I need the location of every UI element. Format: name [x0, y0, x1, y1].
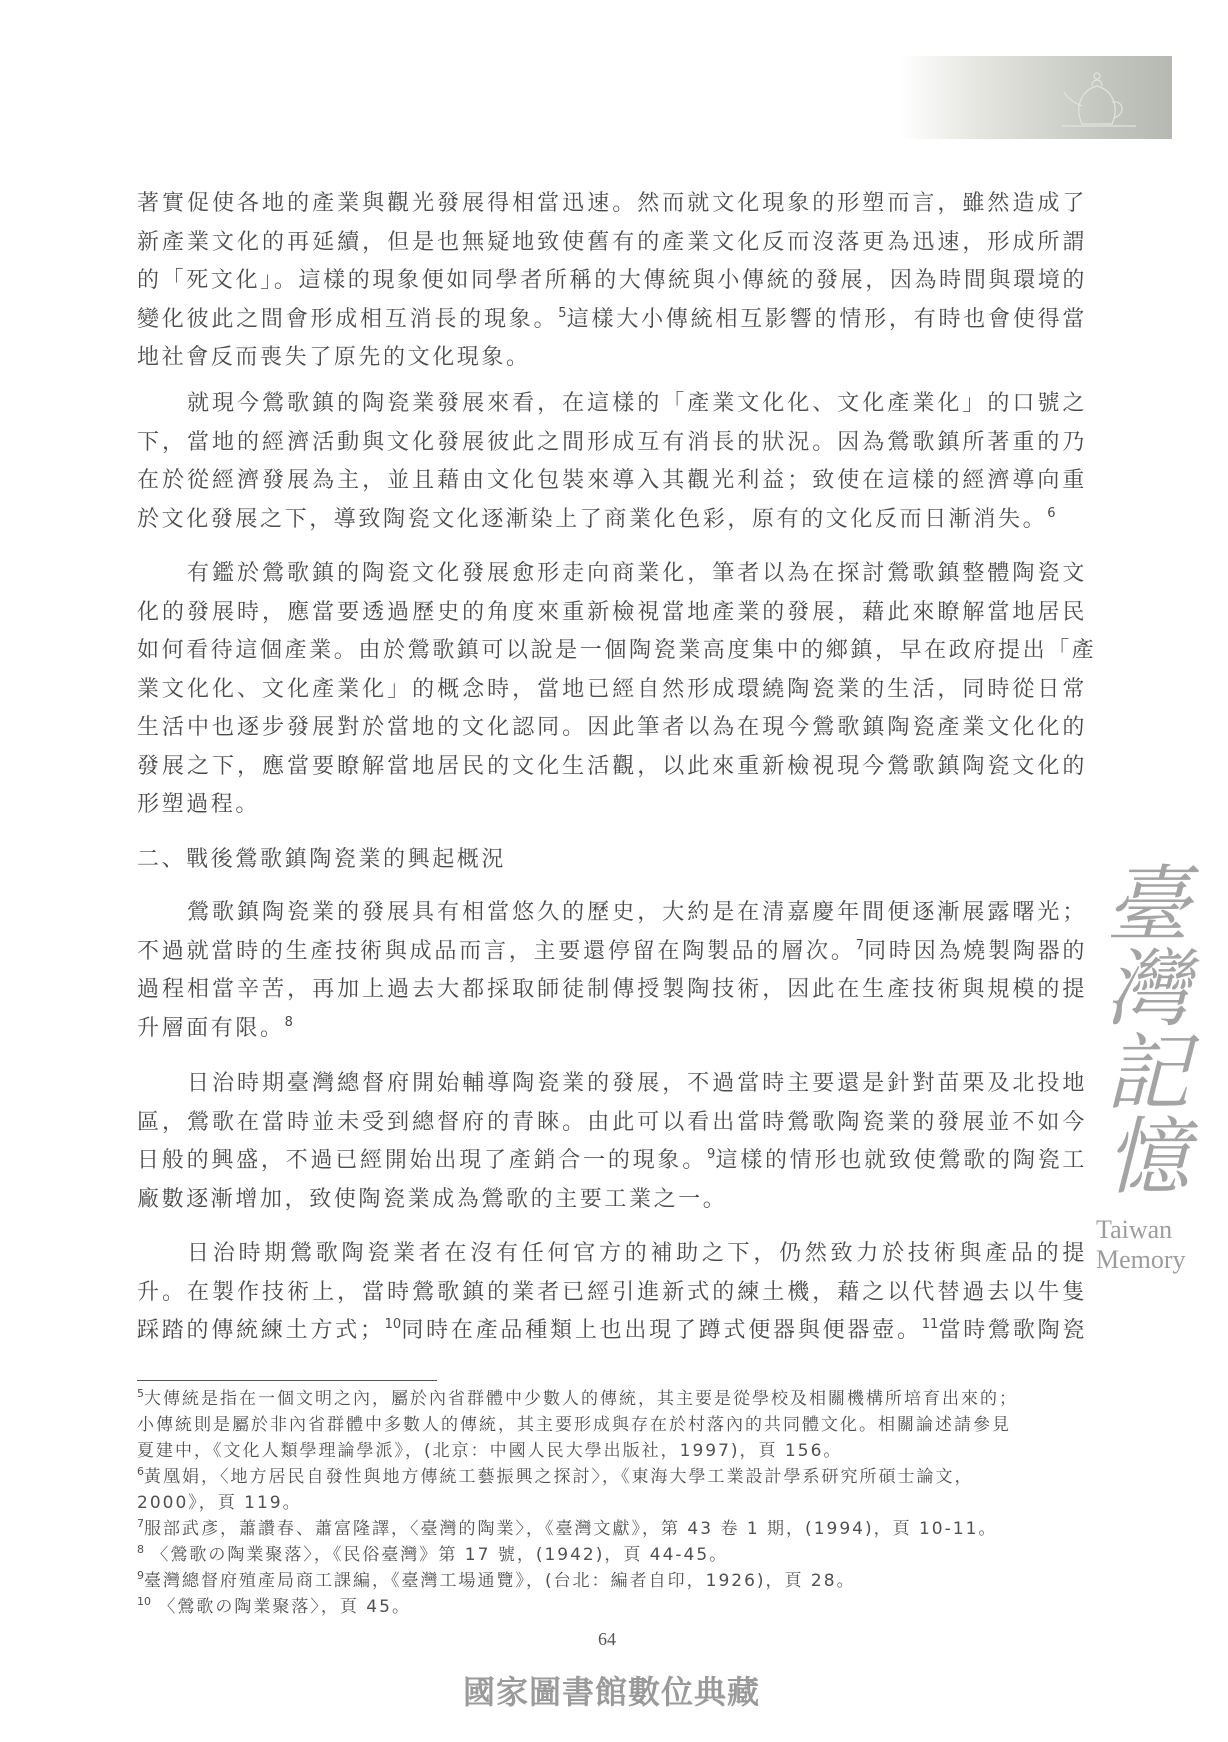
text-line	[137, 1235, 1087, 1274]
text-segment: 在於從經濟發展為主，並且藉由文化包裝來導入其觀光利益；致使在這樣的經濟導向重	[137, 468, 1087, 493]
text-segment: 業文化化、文化產業化」的概念時，當地已經自然形成環繞陶瓷業的生活，同時從日常	[137, 676, 1087, 702]
text-line	[137, 501, 1087, 540]
header-decoration-band	[900, 56, 1172, 139]
footnote-line	[137, 1438, 1097, 1464]
paragraph	[137, 1235, 1087, 1351]
text-line	[137, 894, 1087, 933]
footnote-ref[interactable]: 9	[706, 1147, 716, 1162]
text-line	[137, 1181, 1087, 1220]
footnote-text: 2000》，頁 119。	[137, 1493, 302, 1513]
footnote-number: 5	[137, 1387, 144, 1400]
text-line	[137, 671, 1087, 710]
footnote-line	[137, 1464, 1097, 1490]
text-segment: 這樣的情形也就致使鶯歌的陶瓷工	[715, 1148, 1087, 1173]
footnote-text: 小傳統則是屬於非內省群體中多數人的傳統，其主要形成與存在於村落內的共同體文化。相關論述請參見	[137, 1415, 1011, 1435]
text-line	[137, 262, 1087, 301]
text-line	[137, 1142, 1087, 1181]
text-segment: 形塑過程。	[137, 792, 261, 817]
footnote-divider	[137, 1380, 437, 1381]
text-line	[137, 339, 1087, 378]
footnote-text: 服部武彥，蕭讚春、蕭富隆譯，〈臺灣的陶業〉，《臺灣文獻》，第 43 卷 1 期，(1994)，頁 10-11。	[144, 1519, 998, 1539]
text-line	[137, 971, 1087, 1010]
text-segment: 變化彼此之間會形成相互消長的現象。	[137, 306, 559, 332]
footnote-ref[interactable]: 8	[284, 1014, 293, 1030]
text-segment: 區，鶯歌在當時並未受到總督府的青睞。由此可以看出當時鶯歌陶瓷業的發展並不如今	[137, 1109, 1087, 1135]
text-segment: 於文化發展之下，導致陶瓷文化逐漸染上了商業化色彩，原有的文化反而日漸消失。	[137, 506, 1048, 532]
text-line	[137, 632, 1097, 671]
text-segment: 的「死文化」。這樣的現象便如同學者所稱的大傳統與小傳統的發展，因為時間與環境的	[137, 268, 1087, 293]
footnote-number: 8	[137, 1543, 144, 1556]
text-segment: 新產業文化的再延續，但是也無疑地致使舊有的產業文化反而沒落更為迅速，形成所謂	[137, 229, 1087, 255]
footnote-line	[137, 1542, 1097, 1568]
text-line	[137, 385, 1087, 424]
text-line	[137, 786, 1087, 825]
footnote-number: 7	[137, 1517, 144, 1530]
text-segment: 踩踏的傳統練土方式；	[137, 1318, 385, 1343]
text-segment: 升層面有限。	[137, 1015, 285, 1041]
footnote-text: 大傳統是指在一個文明之內，屬於內省群體中少數人的傳統，其主要是從學校及相關機構所培育出來的；	[144, 1389, 1018, 1409]
footnote-line	[137, 1386, 1097, 1412]
text-line	[137, 185, 1087, 224]
text-line	[137, 301, 1087, 340]
text-segment: 同時因為燒製陶器的	[863, 938, 1088, 964]
text-line	[137, 1010, 1087, 1049]
watermark-logo-english: Taiwan Memory	[1096, 1215, 1186, 1274]
text-line	[137, 709, 1087, 748]
section-heading: 二、戰後鶯歌鎮陶瓷業的興起概況	[137, 847, 507, 872]
paragraph	[137, 1065, 1087, 1219]
text-segment: 不過就當時的生產技術與成品而言，主要還停留在陶製品的層次。	[137, 938, 856, 964]
text-segment: 發展之下，應當要瞭解當地居民的文化生活觀，以此來重新檢視現今鶯歌鎮陶瓷文化的	[137, 753, 1087, 779]
page-number: 64	[598, 1629, 616, 1649]
footnote-ref[interactable]: 10	[384, 1317, 402, 1332]
text-segment: 就現今鶯歌鎮的陶瓷業發展來看，在這樣的「產業文化化、文化產業化」的口號之	[187, 391, 1087, 416]
text-segment: 過程相當辛苦，再加上過去大都採取師徒制傳授製陶技術，因此在生產技術與規模的提	[137, 977, 1087, 1002]
text-line	[137, 594, 1087, 633]
text-segment: 日治時期鶯歌陶瓷業者在沒有任何官方的補助之下，仍然致力於技術與產品的提	[187, 1241, 1087, 1266]
watermark	[1092, 860, 1226, 1280]
text-segment: 當時鶯歌陶瓷	[938, 1318, 1087, 1343]
teapot-illustration-icon	[1052, 66, 1142, 132]
footnote-text: 夏建中，《文化人類學理論學派》，(北京：中國人民大學出版社，1997)，頁 156。	[137, 1441, 843, 1461]
footnote-line	[137, 1412, 1097, 1438]
footnote-line	[137, 1490, 1097, 1516]
footnote-line	[137, 1594, 1097, 1620]
text-segment: 有鑑於鶯歌鎮的陶瓷文化發展愈形走向商業化，筆者以為在探討鶯歌鎮整體陶瓷文	[187, 561, 1087, 586]
text-segment: 廠數逐漸增加，致使陶瓷業成為鶯歌的主要工業之一。	[137, 1186, 728, 1212]
paragraph	[137, 555, 1097, 825]
text-segment: 鶯歌鎮陶瓷業的發展具有相當悠久的歷史，大約是在清嘉慶年間便逐漸展露曙光；	[187, 900, 1087, 925]
footnote-ref[interactable]: 6	[1047, 505, 1056, 521]
footnote-ref[interactable]: 5	[558, 305, 567, 321]
footnote-number: 9	[137, 1569, 144, 1582]
text-line	[137, 424, 1087, 463]
watermark-logo-chinese: 臺灣記憶	[1092, 860, 1190, 1196]
footnotes	[137, 1386, 1097, 1620]
paragraph	[137, 185, 1087, 378]
text-line	[137, 933, 1087, 972]
paragraph	[137, 894, 1087, 1048]
text-segment: 如何看待這個產業。由於鶯歌鎮可以說是一個陶瓷業高度集中的鄉鎮，早在政府提出「產	[137, 638, 1097, 663]
text-segment: 著實促使各地的產業與觀光發展得相當迅速。然而就文化現象的形塑而言，雖然造成了	[137, 191, 1087, 216]
text-line	[137, 1274, 1087, 1313]
footnote-ref[interactable]: 11	[921, 1317, 939, 1332]
footnote-line	[137, 1568, 1097, 1594]
text-segment: 這樣大小傳統相互影響的情形，有時也會使得當	[566, 306, 1087, 332]
text-segment: 日治時期臺灣總督府開始輔導陶瓷業的發展，不過當時主要還是針對苗栗及北投地	[187, 1071, 1087, 1096]
paragraph	[137, 385, 1087, 539]
footnote-text: 臺灣總督府殖產局商工課編，《臺灣工場通覽》，(台北：編者自印，1926)，頁 28。	[144, 1571, 856, 1591]
text-line	[137, 462, 1087, 501]
text-segment: 地社會反而喪失了原先的文化現象。	[137, 345, 531, 370]
footnote-text: 〈鶯歌の陶業聚落〉，頁 45。	[151, 1597, 411, 1617]
text-line	[137, 1312, 1087, 1351]
text-segment: 生活中也逐步發展對於當地的文化認同。因此筆者以為在現今鶯歌鎮陶瓷產業文化化的	[137, 715, 1087, 740]
text-line	[137, 555, 1087, 594]
footnote-text: 黃凰娟，〈地方居民自發性與地方傳統工藝振興之探討〉，《東海大學工業設計學系研究所碩士論文，	[144, 1467, 974, 1487]
text-segment: 同時在產品種類上也出現了蹲式便器與便器壺。	[401, 1318, 922, 1343]
text-line	[137, 224, 1087, 263]
text-segment: 化的發展時，應當要透過歷史的角度來重新檢視當地產業的發展，藉此來瞭解當地居民	[137, 599, 1087, 625]
text-line	[137, 748, 1087, 787]
footnote-line	[137, 1516, 1097, 1542]
text-line	[137, 1104, 1087, 1143]
footer-archive-label: 國家圖書館數位典藏	[463, 1673, 761, 1711]
text-segment: 升。在製作技術上，當時鶯歌鎮的業者已經引進新式的練土機，藉之以代替過去以牛隻	[137, 1279, 1087, 1305]
text-line	[137, 1065, 1087, 1104]
footnote-ref[interactable]: 7	[855, 937, 864, 953]
text-segment: 下，當地的經濟活動與文化發展彼此之間形成互有消長的狀況。因為鶯歌鎮所著重的乃	[137, 429, 1087, 455]
text-segment: 日般的興盛，不過已經開始出現了產銷合一的現象。	[137, 1148, 707, 1173]
footnote-number: 6	[137, 1465, 144, 1478]
footnote-text: 〈鶯歌の陶業聚落〉，《民俗臺灣》第 17 號，(1942)，頁 44-45。	[144, 1545, 729, 1565]
footnote-number: 10	[137, 1595, 151, 1608]
